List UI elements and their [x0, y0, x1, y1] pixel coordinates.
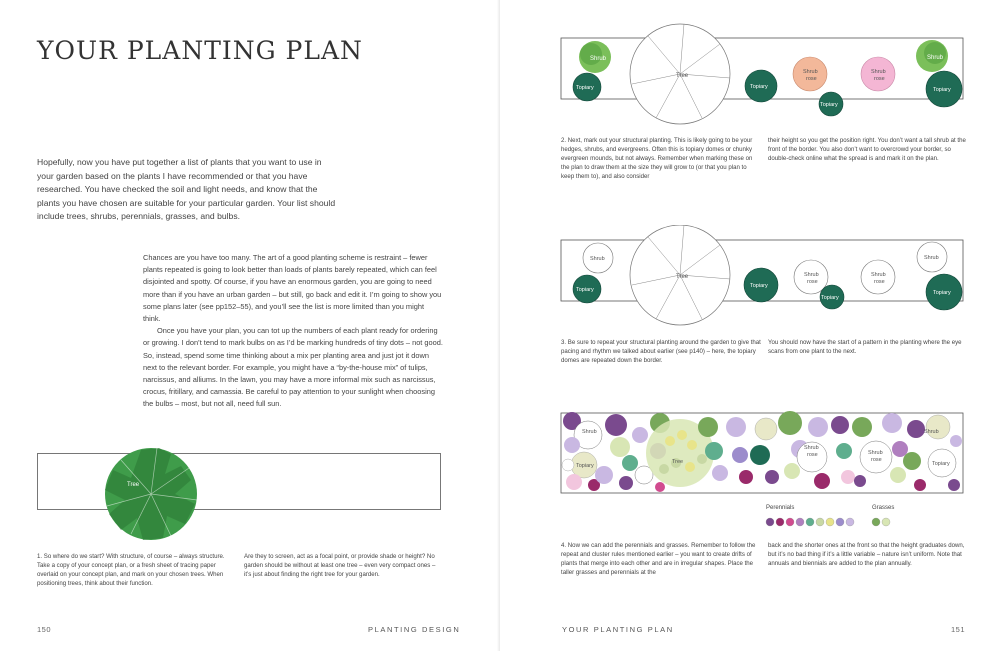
shrub-label: Shrub: [927, 55, 944, 61]
topiary-right: [926, 274, 962, 310]
perennial-swatch: [826, 518, 834, 526]
shrub-rose-label-2: rose: [874, 279, 885, 285]
shrub-right: [916, 40, 948, 72]
topiary-left: [573, 73, 601, 101]
legend-perennial-swatches: [766, 518, 854, 526]
topiary-center: [819, 92, 843, 116]
shrub-rose-label-2: rose: [874, 76, 885, 82]
shrub-rose-label-1: Shrub: [871, 69, 886, 75]
topiary-center-left: [745, 70, 777, 102]
body-paragraph-2: Once you have your plan, you can tot up the numbers of each plant ready for ordering or growing. I don’t tend to mark bulbs on as I’d be marking hundreds of tiny dots – not good. So, instead, spend some time thinking about a mix per planting area and just jot it down next to the relevant border. For example, you might have a “by-the-house mix” of tulips, narcissus, and alliums. In the lawn, you may have a more informal mix such as narcissus, crocus, fritillary, and camassia. Be careful to pay attention to your sunlight when choosing the bulbs – most, but not all, need full sun.: [143, 326, 443, 409]
shrub-label: Shrub: [590, 256, 605, 262]
shrub-rose-label-1: Shrub: [804, 445, 819, 451]
tree-label: Tree: [676, 73, 689, 79]
shrub-rose-label-2: rose: [807, 279, 818, 285]
topiary-label: Topiary: [932, 461, 950, 467]
folio-right: 151: [951, 625, 966, 634]
topiary-label: Topiary: [576, 463, 594, 469]
shrub-rose-label-2: rose: [807, 452, 818, 458]
shrub-label: Shrub: [924, 255, 939, 261]
caption-1-col-2: Are they to screen, act as a focal point, or provide shade or height? No garden should be without at least one tree – even very compact ones – it’s just about finding the right tree for your garden.: [244, 553, 436, 578]
perennial-swatch: [846, 518, 854, 526]
running-head-right: YOUR PLANTING PLAN: [562, 625, 674, 634]
diagram-1-tree-plan: [37, 440, 443, 550]
diagram-2-structural-plan: [560, 22, 968, 132]
perennial-swatch: [766, 518, 774, 526]
caption-4-col-2: back and the shorter ones at the front so that the height graduates down, but it’s no bad thing if it’s a little variable – nature isn’t uniform. Note that annuals and biennials are added to the plan annually.: [768, 542, 965, 567]
perennial-swatch: [806, 518, 814, 526]
body-paragraph-1: Chances are you have too many. The art of a good planting scheme is restraint – fewer plants repeated is going to look better than loads of plants barely repeated, which can feel disjointed and spotty. Of course, if you have an enormous garden, you are going to need more than if you have an urban garden – but still, go back and edit it. I’m going to show you some plans later (see pp152–55), and you’ll see the list is more limited than you might think.: [143, 253, 442, 324]
tree-outline: [630, 225, 730, 325]
perennial-swatch: [776, 518, 784, 526]
grass-swatch: [882, 518, 890, 526]
shrub-left: [579, 41, 611, 73]
shrub-rose-label-1: Shrub: [868, 450, 883, 456]
caption-2-col-1: 2. Next, mark out your structural planting. This is likely going to be your hedges, shrubs, and evergreens. Often this is topiary domes or chunky evergreen mounds, but not always. Remember when marking these on the plan to draw them at the size they will grow to (or that you plan to keep them to), and also consider: [561, 137, 753, 180]
border-outline: [38, 454, 441, 510]
topiary-label: Topiary: [820, 102, 838, 108]
topiary-right: [926, 71, 962, 107]
shrub-rose-label-1: Shrub: [871, 272, 886, 278]
topiary-label: Topiary: [821, 295, 839, 301]
tree-label: Tree: [127, 482, 140, 488]
shrub-outline-left: [583, 243, 613, 273]
shrub-rose-label-2: rose: [806, 76, 817, 82]
shrub-rose-label-1: Shrub: [804, 272, 819, 278]
intro-paragraph: Hopefully, now you have put together a list of plants that you want to use in your garden based on the plants I have recommended or that you have researched. You have checked the soil and light needs, and know that the plants you have chosen are suitable for your particular garden. Your list should include trees, shrubs, perennials, grasses, and bulbs.: [37, 157, 336, 221]
caption-2-col-2: their height so you get the position right. You don’t want a tall shrub at the front of the border. You also don’t want to overcrowd your border, so double-check online what the spread is and mark it on the plan.: [768, 137, 966, 162]
shrub-rose-outline-2: [861, 260, 895, 294]
shrub-rose-label-1: Shrub: [803, 69, 818, 75]
topiary-label: Topiary: [750, 283, 768, 289]
caption-3-col-2: You should now have the start of a pattern in the planting where the eye scans from one plant to the next.: [768, 339, 962, 355]
caption-1-col-1: 1. So where do we start? With structure, of course – always structure. Take a copy of your concept plan, or a fresh sheet of tracing paper overlaid on your concept plan, and mark on your chosen trees. When positioning trees, think about their function.: [37, 553, 225, 587]
grass-swatch: [872, 518, 880, 526]
running-head-left: PLANTING DESIGN: [368, 625, 461, 634]
shrub-rose-pink: [861, 57, 895, 91]
tree-outline: [630, 24, 730, 124]
topiary-left: [573, 275, 601, 303]
page-heading: YOUR PLANTING PLAN: [37, 36, 363, 65]
body-text: [143, 252, 443, 411]
topiary-label: Topiary: [933, 87, 951, 93]
perennial-swatch: [836, 518, 844, 526]
tree-label: Tree: [672, 459, 684, 465]
topiary-center-left: [744, 268, 778, 302]
shrub-label: Shrub: [582, 429, 597, 435]
shrub-rose-orange: [793, 57, 827, 91]
diagram-3-repeat-plan: [560, 225, 968, 335]
diagram-4-perennials-plan: [560, 405, 968, 530]
legend-grasses-label: Grasses: [872, 505, 895, 511]
legend-grass-swatches: [872, 518, 890, 526]
folio-left: 150: [37, 625, 52, 634]
perennial-swatch: [816, 518, 824, 526]
shrub-label: Shrub: [590, 56, 607, 62]
caption-3-col-1: 3. Be sure to repeat your structural planting around the garden to give that pacing and rhythm we talked about earlier (see p140) – here, the topiary domes are repeated down the border.: [561, 339, 761, 364]
caption-4-col-1: 4. Now we can add the perennials and grasses. Remember to follow the repeat and cluster rules mentioned earlier – you want to create drifts of plants that merge into each other and are in irregular shapes. Place the taller grasses and perennials at the: [561, 542, 756, 576]
topiary-label: Topiary: [576, 85, 594, 91]
perennial-swatch: [786, 518, 794, 526]
tree-canopy: [105, 448, 197, 540]
shrub-outline-right: [917, 242, 947, 272]
plant-drifts: [562, 411, 962, 492]
right-page: [500, 0, 1000, 651]
topiary-label: Topiary: [750, 84, 768, 90]
topiary-label: Topiary: [576, 287, 594, 293]
topiary-center: [820, 285, 844, 309]
shrub-label: Shrub: [924, 429, 939, 435]
topiary-label: Topiary: [933, 290, 951, 296]
perennial-swatch: [796, 518, 804, 526]
legend-perennials-label: Perennials: [766, 505, 795, 511]
tree-label: Tree: [676, 274, 689, 280]
shrub-rose-label-2: rose: [871, 457, 882, 463]
